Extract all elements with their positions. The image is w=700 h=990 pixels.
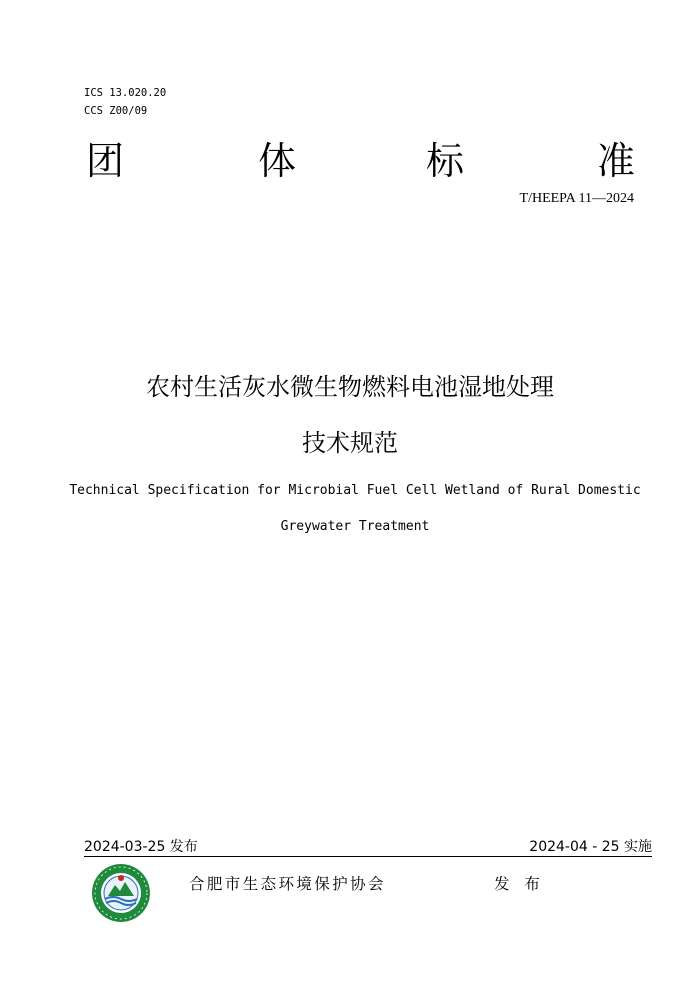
title-en-line-1: Technical Specification for Microbial Fuel Cell Wetland of Rural Domestic — [69, 483, 641, 498]
standard-number: T/HEEPA 11—2024 — [519, 191, 634, 206]
organization-name: 合肥市生态环境保护协会 — [189, 875, 386, 893]
association-logo — [91, 863, 151, 923]
ccs-code: CCS Z00/09 — [84, 105, 148, 117]
publish-label: 发 布 — [494, 875, 545, 893]
publish-date: 2024-03-25 发布 — [84, 839, 198, 855]
category-char-4: 准 — [597, 139, 636, 183]
category-char-2: 体 — [258, 139, 297, 183]
title-zh-line-2: 技术规范 — [302, 429, 398, 457]
ics-code: ICS 13.020.20 — [84, 87, 167, 99]
category-char-1: 团 — [86, 139, 125, 183]
title-en-line-2: Greywater Treatment — [280, 519, 430, 534]
implement-date: 2024-04 - 25 实施 — [529, 839, 652, 855]
footer-divider — [84, 856, 652, 857]
category-char-3: 标 — [426, 139, 465, 183]
title-zh-line-1: 农村生活灰水微生物燃料电池湿地处理 — [146, 373, 554, 401]
